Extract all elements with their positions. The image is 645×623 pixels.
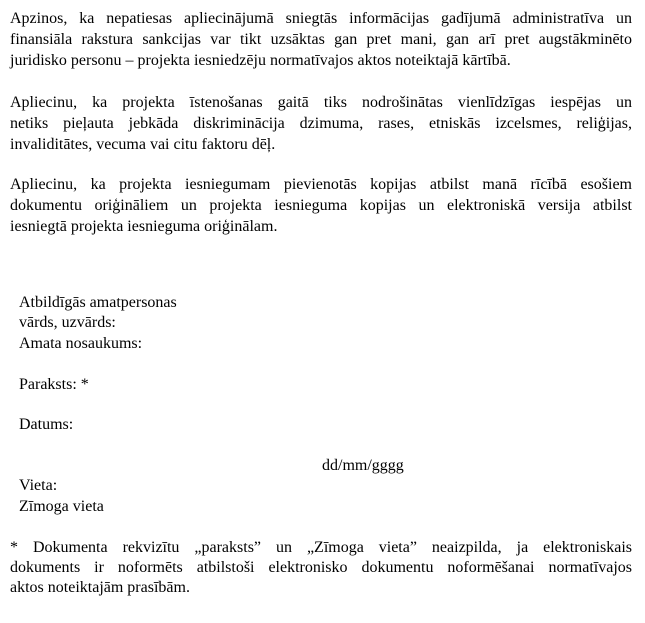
paragraph-line: iesniegtā projekta iesnieguma oriģinālam. <box>10 218 278 235</box>
paragraph-liability <box>10 8 632 71</box>
date-format-hint: dd/mm/gggg <box>322 457 404 474</box>
paragraph-line: Apliecinu, ka projekta iesniegumam pievienotās kopijas atbilst manā rīcībā esošiem <box>10 176 632 193</box>
paragraph-equal-opportunities <box>10 92 632 155</box>
signature-label: Paraksts: * <box>19 376 89 393</box>
footnote-line: dokuments ir noformēts atbilstoši elektronisko dokumentu noformēšanai normatīvajos <box>10 559 632 576</box>
footnote <box>10 538 632 598</box>
paragraph-line: invaliditātes, vecuma vai citu faktoru dēļ. <box>10 136 276 153</box>
paragraph-line: Apzinos, ka nepatiesas apliecinājumā sniegtās informācijas gadījumā administratīva un <box>10 10 632 27</box>
seal-label: Zīmoga vieta <box>19 498 104 515</box>
footnote-line: aktos noteiktajām prasībām. <box>10 579 190 596</box>
official-label-line2: vārds, uzvārds: <box>19 314 116 331</box>
place-label: Vieta: <box>19 477 58 494</box>
paragraph-line: juridisko personu – projekta iesniedzēju normatīvajos aktos noteiktajā kārtībā. <box>10 52 511 69</box>
paragraph-line: finansiāla rakstura sankcijas var tikt uzsāktas gan pret mani, gan arī pret augstākminēto <box>10 31 632 48</box>
paragraph-line: netiks pieļauta jebkāda diskriminācija dzimuma, rases, etniskās izcelsmes, reliģijas, <box>10 115 632 132</box>
paragraph-line: Apliecinu, ka projekta īstenošanas gaitā tiks nodrošinātas vienlīdzīgas iespējas un <box>10 94 632 111</box>
paragraph-line: dokumentu oriģināliem un projekta iesnieguma kopijas un elektroniskā versija atbilst <box>10 197 632 214</box>
position-label: Amata nosaukums: <box>19 335 143 352</box>
paragraph-copies <box>10 174 632 237</box>
date-label: Datums: <box>19 416 74 433</box>
footnote-line: * Dokumenta rekvizītu „paraksts” un „Zīmoga vieta” neaizpilda, ja elektroniskais <box>10 539 632 556</box>
official-label-line1: Atbildīgās amatpersonas <box>19 294 177 311</box>
